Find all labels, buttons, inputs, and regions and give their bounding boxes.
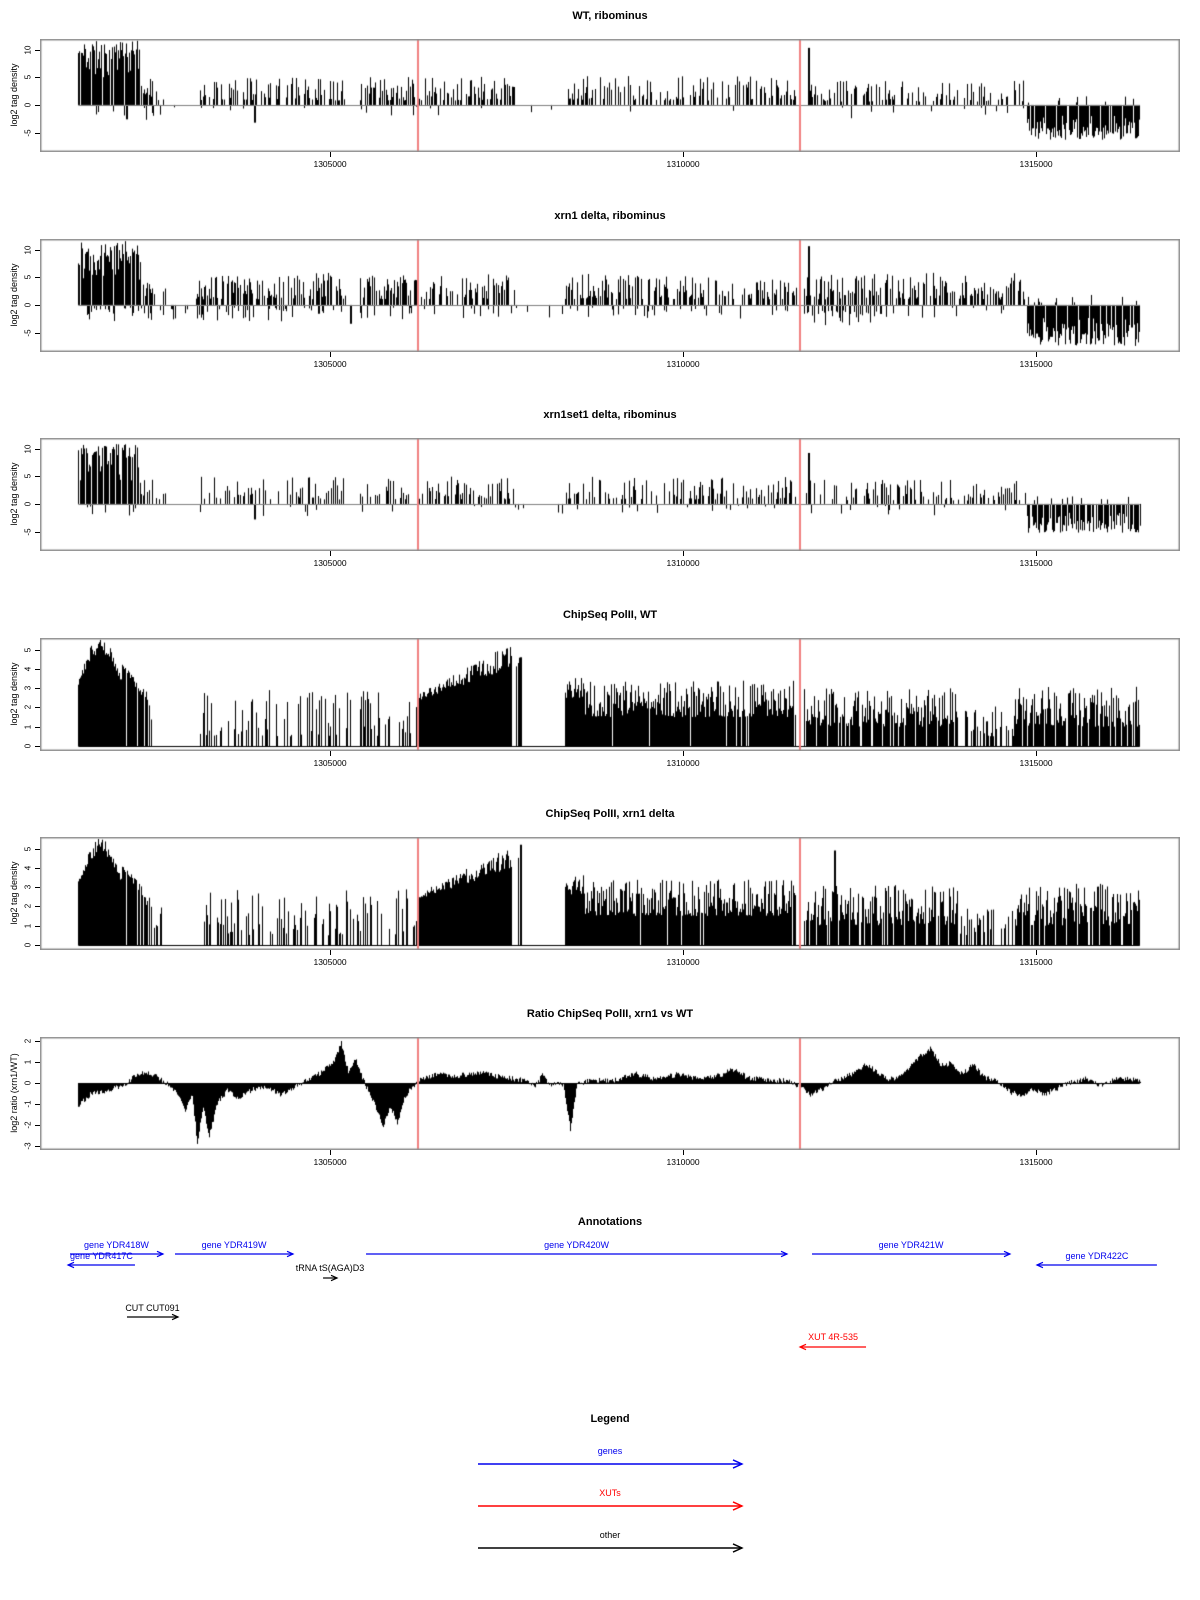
chipseq-polii-xrn1-delta-plot [40, 837, 1180, 950]
y-axis-tick [35, 926, 40, 927]
gene-annotation [1037, 1251, 1157, 1268]
x-axis-tick-label: 1305000 [313, 159, 347, 169]
y-axis-tick [35, 1125, 40, 1126]
panel-chipseq-polii-wt [0, 599, 1200, 799]
x-axis-tick-label: 1305000 [313, 359, 347, 369]
other-arrow [478, 1544, 742, 1552]
x-axis-tick [330, 1150, 331, 1155]
y-axis-tick-label: 5 [23, 274, 33, 280]
annotation-label: gene YDR421W [878, 1240, 944, 1250]
x-axis-tick [330, 551, 331, 556]
y-axis-tick-label: 5 [23, 74, 33, 80]
y-axis-tick-label: 10 [23, 444, 33, 453]
y-axis-tick [35, 305, 40, 306]
y-axis-tick-label: 1 [23, 1059, 33, 1065]
y-axis-tick-label: -1 [23, 1100, 33, 1108]
gene-annotation [812, 1240, 1010, 1257]
y-axis-label: log2 tag density [9, 263, 19, 327]
y-axis-tick-label: 0 [23, 102, 33, 108]
x-axis-tick [1036, 751, 1037, 756]
y-axis-tick [35, 504, 40, 505]
y-axis-tick [35, 906, 40, 907]
y-axis-tick-label: 5 [23, 647, 33, 652]
y-axis-tick-label: -2 [23, 1121, 33, 1129]
x-axis-tick-label: 1315000 [1019, 558, 1053, 568]
x-axis-tick-label: 1310000 [666, 1157, 700, 1167]
ratio-chipseq-plot [40, 1037, 1180, 1150]
x-axis-tick-label: 1315000 [1019, 1157, 1053, 1167]
other-annotation [125, 1303, 179, 1320]
y-axis-label: log2 tag density [9, 861, 19, 925]
x-axis-tick [683, 551, 684, 556]
y-axis-tick [35, 105, 40, 106]
y-axis-tick [35, 669, 40, 670]
panel-ratio-chipseq [0, 998, 1200, 1198]
panel-title: xrn1 delta, ribominus [554, 210, 666, 222]
xut-annotation [800, 1332, 866, 1350]
y-axis-tick-label: 3 [23, 685, 33, 691]
x-axis-tick-label: 1315000 [1019, 957, 1053, 967]
y-axis-tick [35, 1146, 40, 1147]
y-axis-tick-label: 0 [23, 1080, 33, 1086]
x-axis-tick [683, 1150, 684, 1155]
x-axis-tick [683, 751, 684, 756]
legend-title: Legend [590, 1413, 630, 1425]
y-axis-tick-label: 3 [23, 884, 33, 890]
y-axis-tick-label: 5 [23, 846, 33, 851]
y-axis-tick [35, 532, 40, 533]
x-axis-tick [683, 352, 684, 357]
x-axis-tick [683, 950, 684, 955]
y-axis-tick-label: 1 [23, 724, 33, 729]
annotation-label: gene YDR419W [201, 1240, 267, 1250]
x-axis-tick-label: 1305000 [313, 957, 347, 967]
y-axis-tick [35, 746, 40, 747]
xrn1-delta-ribominus-plot [40, 239, 1180, 352]
y-axis-tick-label: 4 [23, 666, 33, 672]
y-axis-tick-label: 4 [23, 865, 33, 871]
annotations-title: Annotations [577, 1216, 643, 1228]
y-axis-tick-label: 2 [23, 705, 33, 710]
xrn1set1-delta-ribominus-plot [40, 438, 1180, 551]
panel-title: xrn1set1 delta, ribominus [543, 409, 677, 421]
y-axis-tick [35, 449, 40, 450]
x-axis-tick [1036, 950, 1037, 955]
x-axis-tick-label: 1305000 [313, 758, 347, 768]
panel-chipseq-polii-xrn1-delta [0, 798, 1200, 998]
y-axis-tick [35, 1062, 40, 1063]
x-axis-tick-label: 1305000 [313, 558, 347, 568]
x-axis-tick [330, 950, 331, 955]
x-axis-tick-label: 1310000 [666, 359, 700, 369]
panel-xrn1set1-delta-ribominus [0, 399, 1200, 599]
genes-arrow [478, 1460, 742, 1468]
panel-wt-ribominus [0, 0, 1200, 200]
x-axis-tick-label: 1310000 [666, 758, 700, 768]
y-axis-tick-label: -5 [23, 129, 33, 137]
x-axis-tick-label: 1310000 [666, 159, 700, 169]
y-axis-tick [35, 849, 40, 850]
x-axis-tick-label: 1305000 [313, 1157, 347, 1167]
legend-arrows [0, 1455, 1200, 1565]
legend-label-other: other [599, 1530, 621, 1540]
x-axis-tick [330, 751, 331, 756]
y-axis-tick [35, 50, 40, 51]
x-axis-tick [330, 152, 331, 157]
y-axis-tick [35, 707, 40, 708]
annotation-label: gene YDR420W [544, 1240, 609, 1250]
y-axis-tick-label: 5 [23, 473, 33, 479]
panel-title: ChipSeq PolII, xrn1 delta [545, 808, 675, 820]
y-axis-tick-label: 10 [23, 245, 33, 254]
legend-label-genes: genes [597, 1446, 623, 1456]
gene-annotation [366, 1240, 787, 1257]
panel-xrn1-delta-ribominus [0, 200, 1200, 400]
y-axis-tick [35, 476, 40, 477]
x-axis-tick-label: 1315000 [1019, 758, 1053, 768]
y-axis-label: log2 tag density [9, 662, 19, 726]
xuts-arrow [478, 1502, 742, 1510]
gene-annotation [175, 1240, 293, 1257]
y-axis-tick-label: 10 [23, 45, 33, 54]
panel-title: WT, ribominus [572, 10, 648, 22]
annotation-label: CUT CUT091 [125, 1303, 180, 1313]
y-axis-tick [35, 887, 40, 888]
y-axis-tick-label: 2 [23, 904, 33, 909]
y-axis-tick [35, 1041, 40, 1042]
y-axis-tick [35, 277, 40, 278]
x-axis-tick-label: 1315000 [1019, 159, 1053, 169]
x-axis-tick-label: 1315000 [1019, 359, 1053, 369]
x-axis-tick [1036, 352, 1037, 357]
y-axis-tick-label: 0 [23, 942, 33, 948]
other-annotation [296, 1263, 365, 1281]
y-axis-label: log2 tag density [9, 462, 19, 526]
gene-annotation [68, 1251, 135, 1268]
y-axis-tick-label: -3 [23, 1142, 33, 1150]
y-axis-tick [35, 1083, 40, 1084]
y-axis-tick [35, 688, 40, 689]
y-axis-label: log2 ratio (xrn1/WT) [9, 1053, 19, 1133]
y-axis-tick [35, 333, 40, 334]
chipseq-polii-wt-plot [40, 638, 1180, 751]
annotation-label: XUT 4R-535 [808, 1332, 858, 1342]
x-axis-tick [330, 352, 331, 357]
y-axis-tick-label: 0 [23, 743, 33, 749]
x-axis-tick-label: 1310000 [666, 957, 700, 967]
annotation-label: gene YDR417C [70, 1251, 133, 1261]
y-axis-tick-label: 0 [23, 302, 33, 308]
y-axis-tick [35, 650, 40, 651]
y-axis-tick [35, 727, 40, 728]
x-axis-tick [1036, 551, 1037, 556]
annotation-label: tRNA tS(AGA)D3 [295, 1263, 365, 1273]
y-axis-tick [35, 77, 40, 78]
x-axis-tick [1036, 1150, 1037, 1155]
y-axis-tick [35, 133, 40, 134]
y-axis-tick-label: 1 [23, 923, 33, 928]
y-axis-tick-label: -5 [23, 528, 33, 536]
y-axis-tick-label: -5 [23, 329, 33, 337]
y-axis-tick [35, 868, 40, 869]
x-axis-tick [683, 152, 684, 157]
panel-title: ChipSeq PolII, WT [562, 609, 658, 621]
annotation-label: gene YDR422C [1065, 1251, 1129, 1261]
y-axis-tick [35, 945, 40, 946]
annotation-label: gene YDR418W [84, 1240, 149, 1250]
y-axis-tick [35, 1104, 40, 1105]
wt-ribominus-plot [40, 39, 1180, 152]
panel-title: Ratio ChipSeq PolII, xrn1 vs WT [526, 1008, 694, 1020]
y-axis-label: log2 tag density [9, 63, 19, 127]
annotations-track [0, 1230, 1200, 1360]
y-axis-tick-label: 2 [23, 1038, 33, 1044]
y-axis-tick [35, 250, 40, 251]
x-axis-tick [1036, 152, 1037, 157]
y-axis-tick-label: 0 [23, 501, 33, 507]
legend-label-xuts: XUTs [599, 1488, 621, 1498]
x-axis-tick-label: 1310000 [666, 558, 700, 568]
